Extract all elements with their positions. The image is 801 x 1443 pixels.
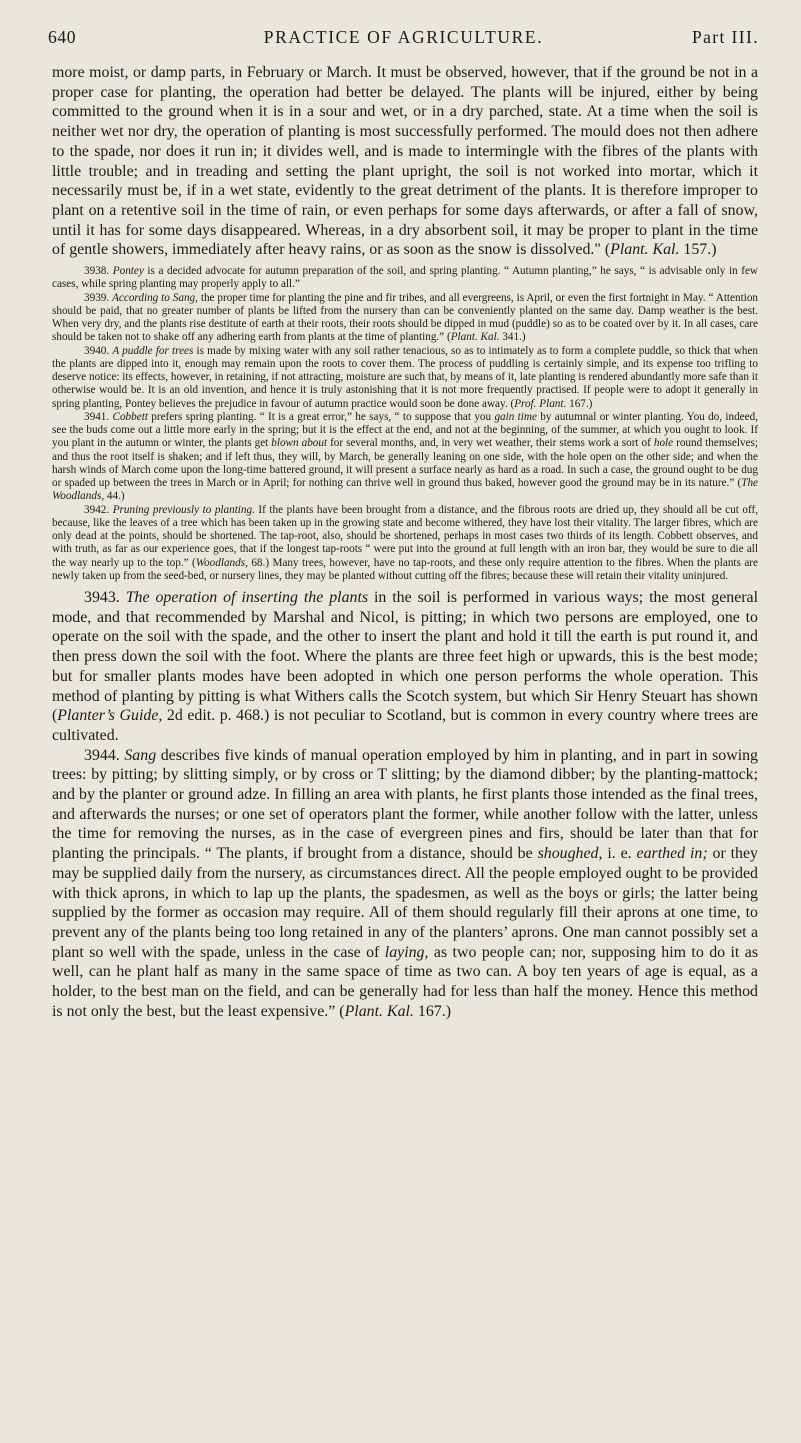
text-run: 3938. <box>84 265 113 278</box>
text-run: by autumnal or winter planting. You do, indeed, see the buds come out a little more early in the spring; but it is the effect at the end, and not at the beginning, of the summer, at which you ought to look. If you plant in the autumn or winter, the plants get <box>52 410 759 450</box>
text-run: 3939. <box>84 291 113 304</box>
text-run: 68.) Many trees, however, have no tap-roots, and these only require attention to the fibres. When the plants are newly taken up from the seed-bed, or nursery lines, they may be planted without cutting off the fibres; because these will retain their vitality uninjured. <box>52 556 758 582</box>
paragraph-3939 <box>52 292 758 345</box>
part-label: Part III. <box>691 27 759 47</box>
italic-run: laying, <box>384 943 429 961</box>
running-title: PRACTICE OF AGRICULTURE. <box>263 27 544 47</box>
text-run: 157.) <box>679 241 717 259</box>
running-header <box>48 27 759 53</box>
italic-run: Plant. Kal. <box>450 331 500 344</box>
paragraph-3942 <box>52 504 758 584</box>
italic-run: Pruning previously to planting. <box>112 503 255 516</box>
italic-run: Woodlands, <box>195 556 248 569</box>
text-run: prefers spring planting. “ It is a great error,” he says, “ to suppose that you <box>147 410 495 423</box>
italic-run: Prof. Plant. <box>514 397 567 410</box>
paragraph-3938 <box>52 265 758 292</box>
italic-run: Planter’s Guide, <box>57 707 163 725</box>
text-run: 2d edit. p. 468.) is not peculiar to Scotland, but is common in every country where trees are cultivated. <box>52 707 758 744</box>
italic-run: hole <box>653 437 674 450</box>
italic-run: shoughed, <box>537 845 603 863</box>
text-run: as two people can; nor, supposing him to do it as well, can he plant half as many in the same space of time as two can. A boy ten years of age is equal, as a holder, to the best man on the field, and can be generally had for less than half the money. Hence this method is not only the best, but the least expensive.” ( <box>52 943 759 1020</box>
text-run: If the plants have been brought from a distance, and the fibrous roots are dried up, they should all be cut off, because, like the leaves of a tree which has been taken up in the growing state and become withered, they have lost their vitality. The larger fibres, which are only dead at the points, should be shortened. The tap-root, also, should be shortened, perhaps in most cases two thirds of its length. Cobbett observes, and with truth, as far as our experience goes, that if the longest tap-roots “ were put into the ground at full length with an iron bar, they would be sure to die all the way nearly up to the top.” ( <box>52 503 758 569</box>
text-run: is a decided advocate for autumn preparation of the soil, and spring planting. “ Autumn planting,” he says, “ is advisable only in few cases, while spring planting may properly apply to all.” <box>52 265 758 291</box>
paragraph-3944 <box>52 746 758 1022</box>
italic-run: The Woodlands, <box>52 477 758 503</box>
text-run: the proper time for planting the pine and fir tribes, and all evergreens, is April, or even the first fortnight in May. “ Attention should be paid, that no greater number of plants be lifted from the nursery than can be conveniently planted on the same day. Damp weather is the best. When very dry, and the plants rise destitute of earth at their roots, their roots should be dipped in mud (puddle) so as to be coated over by it. In all cases, care should be taken not to shake off any adhering earth from plants at the time of planting.” ( <box>52 291 759 344</box>
text-run: 3941. <box>84 410 113 423</box>
italic-run: Plant. Kal. <box>344 1002 414 1020</box>
text-run: 3943. <box>84 589 126 607</box>
paragraph-3940 <box>52 345 758 411</box>
text-run: for several months, and, in very wet weather, their stems work a sort of <box>327 437 654 450</box>
text-run: 341.) <box>499 331 526 344</box>
text-run: round themselves; and thus the root itself is shaken; and if left thus, they will, by March, be generally leaning on one side, with the hole open on the other side; and when the harsh winds of March come upon the long-time battered ground, it will present a surface nearly as hard as a road. In such a case, the ground ought to be dug or spaded up between the trees in March or in April; for nothing can thrive well in ground thus baked, however good the ground may be in its nature.” ( <box>52 437 759 490</box>
text-run: 3942. <box>84 503 113 516</box>
page-number: 640 <box>48 27 77 47</box>
text-run: 167.) <box>413 1002 451 1020</box>
text-run: describes five kinds of manual operation employed by him in planting, and in part in sowing trees: by pitting; by slitting simply, or by cross or T slitting; by the diamond dibber; by the planting-mattock; and by the planter or ground adze. In filling an area with plants, he first plants those intended as the final trees, and afterwards the nurses; or one set of operators plant the former, while another follow with the latter, unless the time for removing the nurses, as in the case of evergreen pines and firs, should be later than that for planting the principals. “ The plants, if brought from a distance, should be <box>52 746 758 863</box>
text-run: is made by mixing water with any soil rather tenacious, so as to intimately as to form a complete puddle, so thick that when the plants are dipped into it, enough may remain upon the roots to cover them. The process of puddling is certainly simple, and its expense too trifling to deserve notice: its effects, however, in retaining, if not attracting, moisture are such that, by means of it, late planting is rendered abundantly more safe than it otherwise would be. It is an old invention, and hence it is truly astonishing that it is not more frequently practised. If people were to adopt it generally in spring planting, Pontey believes the prejudice in favour of autumn practice would soon be done away. ( <box>52 344 758 410</box>
text-run: 3940. <box>84 344 113 357</box>
italic-run: The operation of inserting the plants <box>125 589 369 607</box>
italic-run: According to Sang, <box>112 291 198 304</box>
paragraph-3941 <box>52 411 758 504</box>
italic-run: Sang <box>124 746 157 764</box>
text-run: i. e. <box>602 845 637 863</box>
italic-run: Cobbett <box>112 410 148 423</box>
text-run: 3944. <box>84 746 125 764</box>
italic-run: blown about <box>271 437 328 450</box>
paragraph-3943 <box>52 588 758 746</box>
italic-run: gain time <box>494 410 537 423</box>
italic-run: Plant. Kal. <box>610 241 680 259</box>
italic-run: earthed in; <box>636 845 708 863</box>
italic-run: A puddle for trees <box>112 344 194 357</box>
text-run: more moist, or damp parts, in February or March. It must be observed, however, that if the ground be not in a proper case for planting, the operation had better be delayed. The plants will be injured, either by being committed to the ground when it is in a sour and wet, or in a dry parched, state. At a time when the soil is neither wet nor dry, the operation of planting is most successfully performed. The mould does not then adhere to the spade, nor does it run in; it divides well, and is made to intermingle with the fibres of the plants with little trouble; and in treading and setting the plant upright, the soil is not worked into mortar, which it necessarily must be, if in a wet state, evidently to the great detriment of the plants. It is therefore improper to plant on a retentive soil in the time of rain, or even perhaps for some days afterwards, or after a fall of snow, until it has for some days disappeared. Whereas, in a dry absorbent soil, it may be proper to plant in the time of gentle showers, immediately after heavy rains, or as soon as the snow is dissolved." ( <box>52 64 758 259</box>
text-run: 167.) <box>566 397 593 410</box>
text-run: or they may be supplied daily from the nursery, as circumstances direct. All the people employed ought to be provided with thick aprons, in which to lap up the plants, the spadesmen, as well as the boys or girls; the latter being supplied by the former as occasion may require. All of them should regularly fill their aprons at one time, to prevent any of the plants being too long retained in any of the planters’ aprons. One man cannot possibly set a plant so well with the spade, unless in the case of <box>52 845 758 961</box>
text-run: in the soil is performed in various ways; the most general mode, and that recommended by Marshal and Nicol, is pitting; in which two persons are employed, one to operate on the soil with the spade, and the other to insert the plant and hold it till the earth is put round it, and then press down the soil with the foot. Where the plants are three feet high or upwards, this is the best mode; but for smaller plants modes have been adopted in which one person performs the whole operation. This method of planting by pitting is what Withers calls the Scotch system, but which Sir Henry Steuart has shown ( <box>52 589 759 725</box>
body-text <box>52 63 758 1022</box>
paragraph-continuation <box>52 63 758 260</box>
italic-run: Pontey <box>112 265 144 278</box>
text-run: 44.) <box>104 490 125 503</box>
